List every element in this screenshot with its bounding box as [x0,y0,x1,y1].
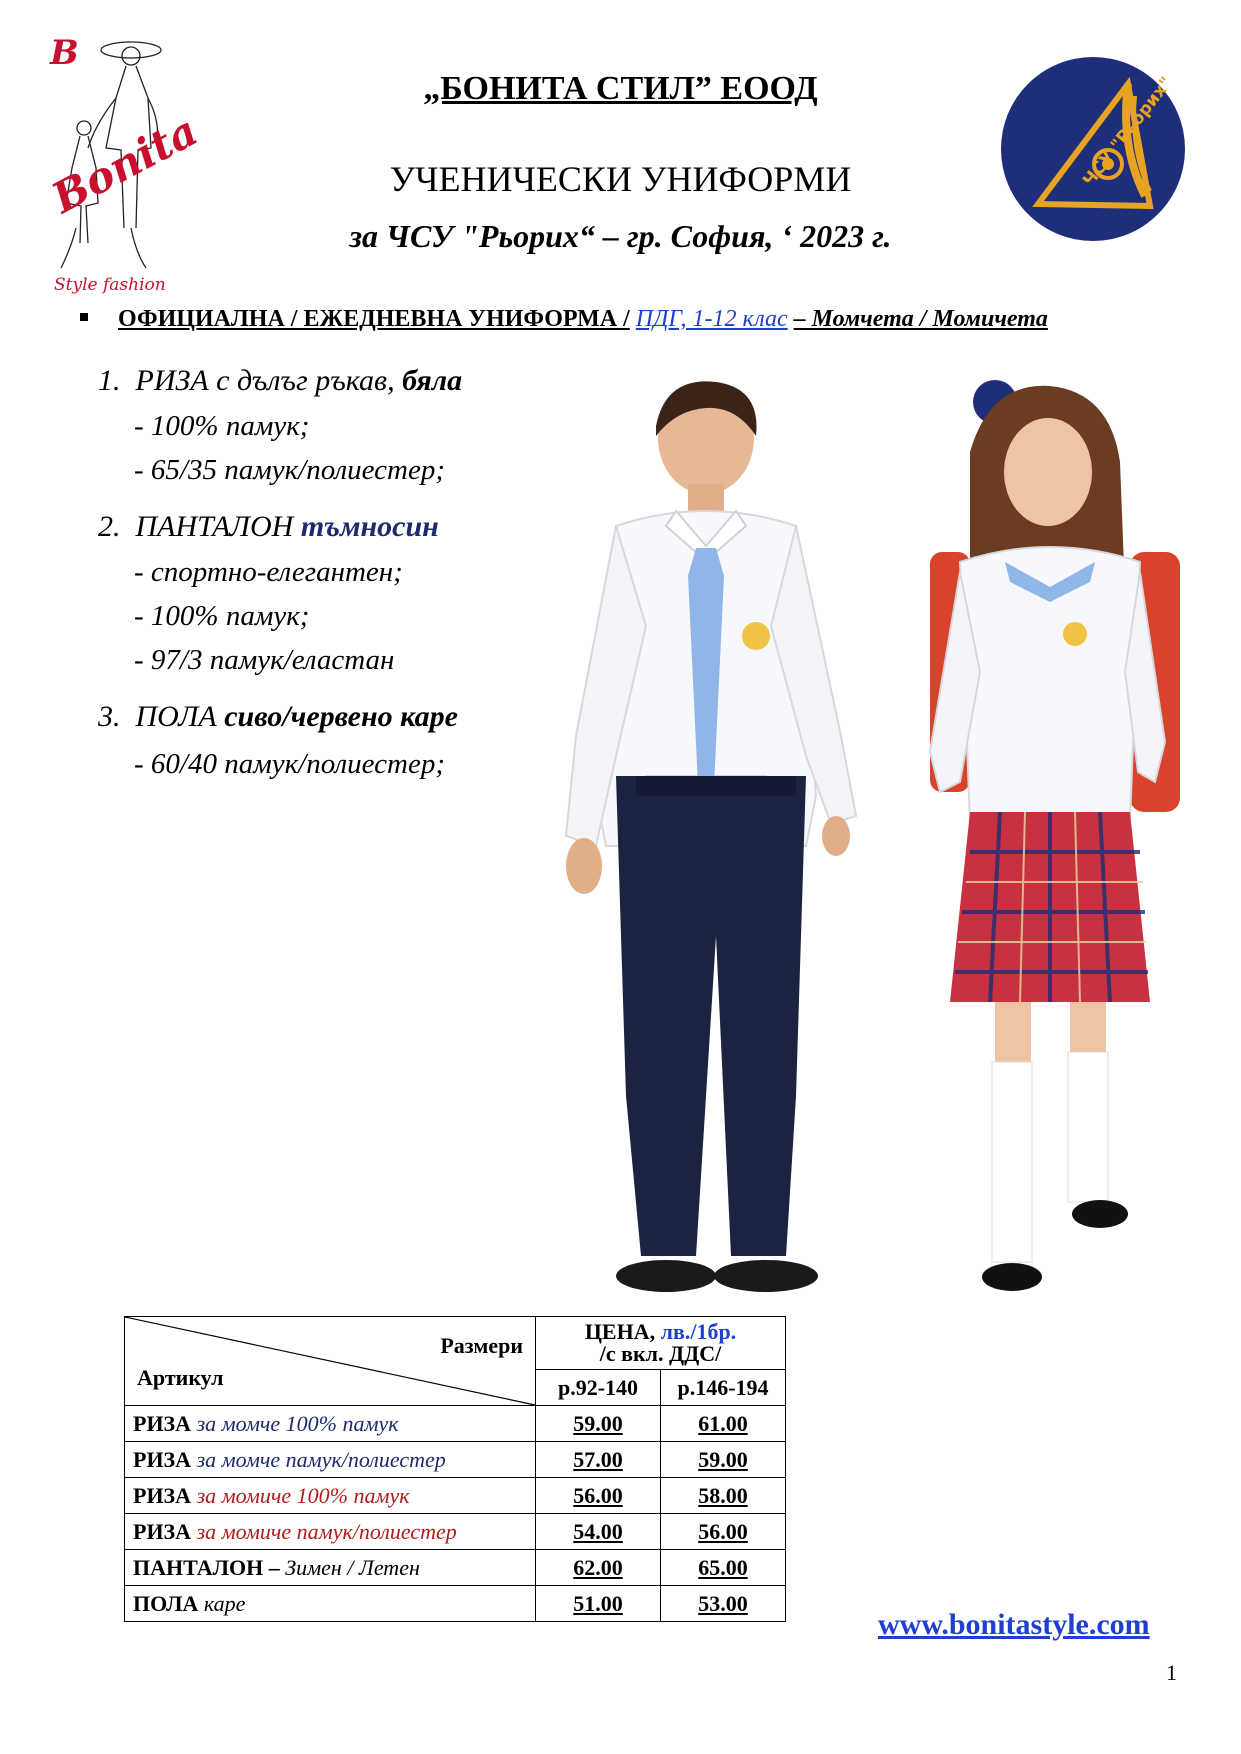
price-cell: 62.00 [536,1550,661,1586]
section-heading: ОФИЦИАЛНА / ЕЖЕДНЕВНА УНИФОРМА / ПДГ, 1-12 клас – Момчета / Момичета [80,306,1048,333]
item-pants-sub: - спортно-елегантен; [134,556,403,588]
header-price: ЦЕНА, лв./1бр. /с вкл. ДДС/ [536,1317,786,1370]
price-cell: 56.00 [536,1478,661,1514]
table-row: РИЗА за момче памук/полиестер 57.00 59.00 [125,1442,786,1478]
table-row: РИЗА за момиче 100% памук 56.00 58.00 [125,1478,786,1514]
item-shirt-sub: - 65/35 памук/полиестер; [134,454,445,486]
price-cell: 51.00 [536,1586,661,1622]
bullet-icon [80,313,88,321]
price-cell: 58.00 [661,1478,786,1514]
table-row: РИЗА за момче 100% памук 59.00 61.00 [125,1406,786,1442]
item-pants: 2. ПАНТАЛОН тъмносин [98,510,439,543]
bonita-tagline: Style fashion [54,275,166,295]
price-cell: 65.00 [661,1550,786,1586]
girl-uniform-photo [900,372,1200,1317]
header-article: Артикул [137,1365,224,1390]
item-shirt-sub: - 100% памук; [134,410,310,442]
table-row: ПОЛА каре 51.00 53.00 [125,1586,786,1622]
page-number: 1 [1166,1660,1177,1685]
school-line: за ЧСУ "Рьорих“ – гр. София, ‘ 2023 г. [349,218,892,254]
table-row: РИЗА за момиче памук/полиестер 54.00 56.00 [125,1514,786,1550]
header-sizes: Размери [440,1333,523,1358]
svg-text:B: B [50,33,79,73]
size-column-header: р.146-194 [661,1370,786,1406]
item-skirt-sub: - 60/40 памук/полиестер; [134,748,445,780]
item-skirt: 3. ПОЛА сиво/червено каре [98,700,458,733]
price-table [124,1316,786,1622]
school-logo [1000,56,1186,242]
document-subtitle: УЧЕНИЧЕСКИ УНИФОРМИ [389,159,852,199]
price-cell: 53.00 [661,1586,786,1622]
boy-uniform-photo [556,376,876,1301]
price-cell: 57.00 [536,1442,661,1478]
school-logo-text: ЧСУ "Рьорих" [1079,73,1177,191]
item-pants-sub: - 100% памук; [134,600,310,632]
table-header-diagonal [125,1317,536,1406]
item-pants-sub: - 97/3 памук/еластан [134,644,395,676]
table-row: ПАНТАЛОН – Зимен / Летен 62.00 65.00 [125,1550,786,1586]
company-name: „БОНИТА СТИЛ” ЕООД [423,70,818,107]
website-link[interactable]: www.bonitastyle.com [878,1608,1150,1641]
bonita-logo [36,28,206,298]
price-cell: 54.00 [536,1514,661,1550]
price-cell: 56.00 [661,1514,786,1550]
bonita-wordmark: Bonita [44,105,206,223]
size-column-header: р.92-140 [536,1370,661,1406]
price-cell: 59.00 [661,1442,786,1478]
price-cell: 59.00 [536,1406,661,1442]
price-cell: 61.00 [661,1406,786,1442]
item-shirt: 1. РИЗА с дълъг ръкав, бяла [98,364,463,397]
